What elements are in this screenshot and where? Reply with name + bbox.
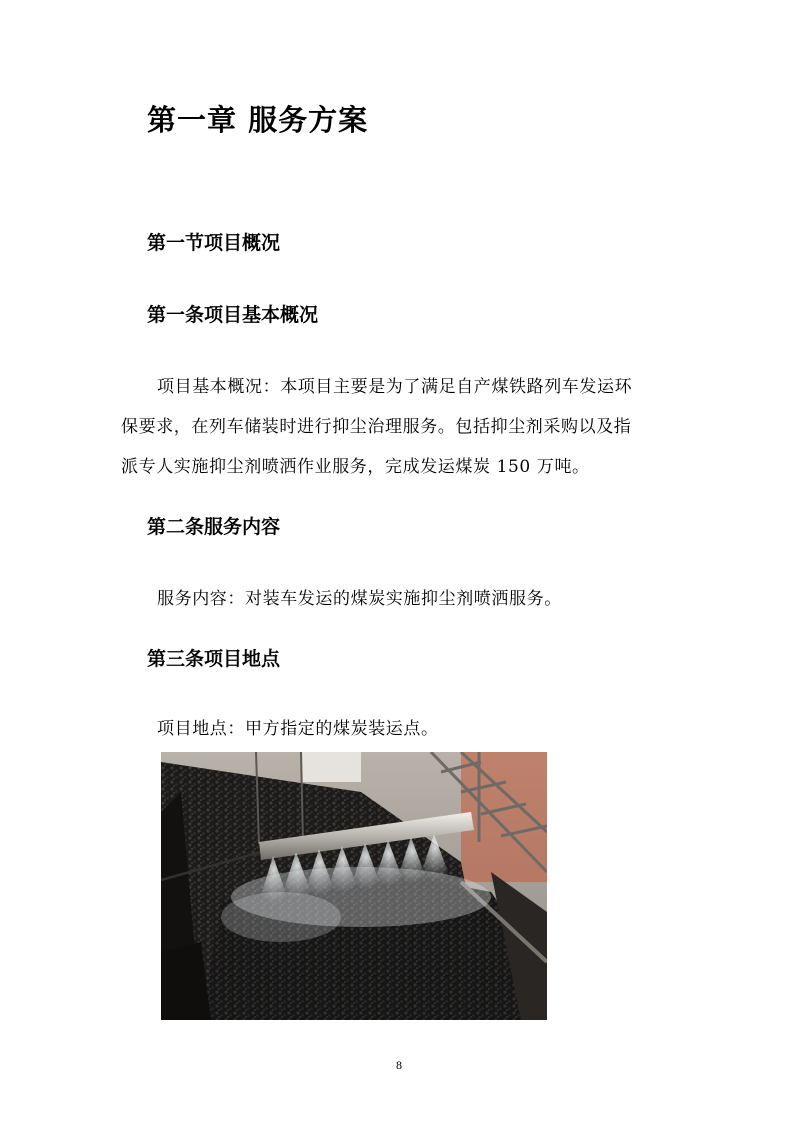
article-heading-location: 第三条项目地点 (147, 648, 281, 670)
article-heading-basic-overview: 第一条项目基本概况 (147, 304, 319, 326)
chapter-title: 第一章 服务方案 (147, 103, 369, 137)
article-heading-service-content: 第二条服务内容 (147, 516, 281, 538)
service-content-text: 服务内容：对装车发运的煤炭实施抑尘剂喷洒服务。 (157, 589, 562, 609)
page-number: 8 (396, 1058, 402, 1072)
section-heading: 第一节项目概况 (147, 232, 281, 254)
location-text: 项目地点：甲方指定的煤炭装运点。 (157, 719, 439, 739)
overview-line-2: 保要求，在列车储装时进行抑尘治理服务。包括抑尘剂采购以及指 (121, 417, 632, 437)
coal-spray-photo (161, 752, 547, 1020)
overview-line-1: 项目基本概况：本项目主要是为了满足自产煤铁路列车发运环 (157, 377, 633, 397)
overview-line-3: 派专人实施抑尘剂喷洒作业服务，完成发运煤炭 150 万吨。 (121, 457, 590, 477)
